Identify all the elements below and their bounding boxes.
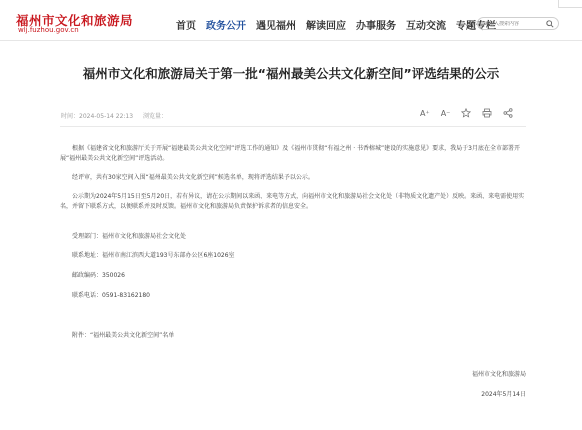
- nav-item-gov-affairs[interactable]: 政务公开: [206, 21, 246, 32]
- article-tools: [420, 108, 513, 118]
- site-logo-title[interactable]: 福州市文化和旅游局: [16, 13, 134, 28]
- print-icon[interactable]: [482, 108, 492, 118]
- nav-item-interaction[interactable]: 互动交流: [406, 21, 446, 32]
- paragraph-1: 根据《福建省文化和旅游厅关于开展“福建最美公共文化空间”评选工作的通知》及《福州市贯彻“有福之州 · 书香榕城”建设的实施意见》要求，我局于3月底在全市部署开展“福州最美公共文化新空间”评选活动。: [60, 145, 520, 162]
- nav-item-home[interactable]: 首页: [176, 21, 196, 32]
- corner-box: [558, 0, 582, 8]
- publish-time: 时间：2024-05-14 22:13: [61, 113, 134, 120]
- nav-item-special-topics[interactable]: 专题专栏: [456, 21, 496, 32]
- share-icon[interactable]: [503, 108, 513, 118]
- nav-item-interpretation[interactable]: 解读回应: [306, 21, 346, 32]
- paragraph-2: 经评审，共有30家空间入围“福州最美公共文化新空间”候选名单，现将评选结果予以公示。: [72, 174, 314, 181]
- main-nav: [176, 17, 496, 32]
- nav-item-meet-fuzhou[interactable]: 遇见福州: [256, 21, 296, 32]
- signature-org: 福州市文化和旅游局: [471, 371, 526, 378]
- view-count: 浏览量：: [143, 113, 168, 120]
- search-input[interactable]: [484, 21, 546, 27]
- contact-phone: 联系电话：0591-83162180: [72, 292, 150, 299]
- paragraph-3: 公示期为2024年5月15日至5月20日，若有异议，请在公示期间以来函、来电等方式，向福州市文化和旅游局社会文化处（非物质文化遗产处）反映。来函、来电需使用实名，并留下联系方式，以便联系并及时反馈。福州市文化和旅游局负责保护诉求者的信息安全。: [60, 193, 525, 210]
- article-title: 福州市文化和旅游局关于第一批“福州最美公共文化新空间”评选结果的公示: [82, 66, 500, 81]
- article-body: [60, 144, 526, 212]
- contact-postcode: 邮政编码：350026: [72, 272, 125, 279]
- nav-item-services[interactable]: 办事服务: [356, 21, 396, 32]
- divider: [60, 126, 526, 127]
- site-header: [0, 0, 582, 41]
- search-icon[interactable]: [546, 20, 554, 28]
- site-logo-url: wlj.fuzhou.gov.cn: [18, 26, 79, 34]
- article-meta: [61, 111, 175, 120]
- contact-department: 受理部门：福州市文化和旅游局社会文化处: [72, 233, 187, 240]
- font-decrease-button[interactable]: A⁻: [440, 108, 451, 118]
- star-icon[interactable]: [461, 108, 471, 118]
- contact-address: 联系地址：福州市南江滨西大道193号东部办公区6座1026室: [72, 252, 235, 259]
- signature-date: 2024年5月14日: [481, 391, 526, 398]
- attachment-link[interactable]: 附件：“福州最美公共文化新空间”名单: [72, 332, 175, 339]
- font-increase-button[interactable]: A⁺: [420, 108, 430, 118]
- search-box: [477, 17, 559, 30]
